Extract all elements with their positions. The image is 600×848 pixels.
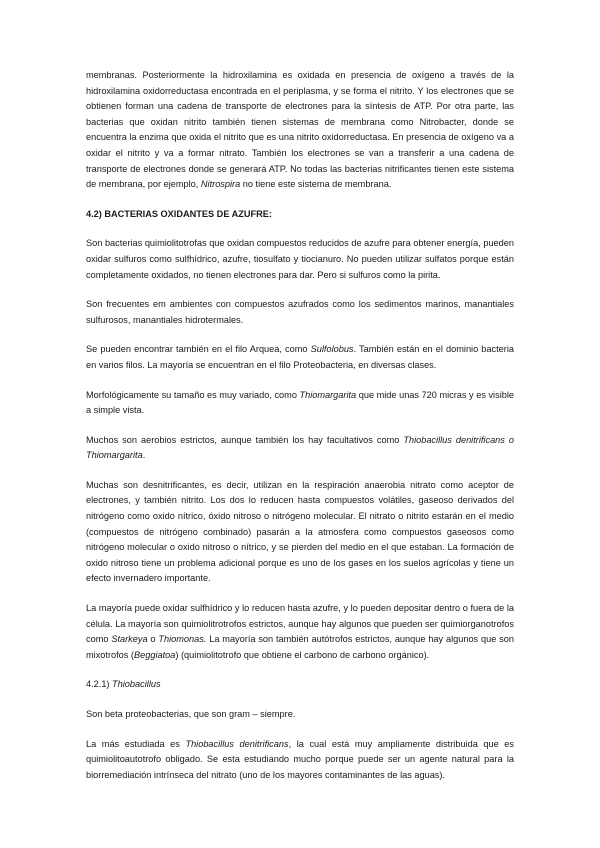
italic-term: Thiomonas.: [158, 634, 207, 645]
paragraph-text: membranas. Posteriormente la hidroxilamina es oxidada en presencia de oxígeno a través de la hidroxilamina oxidorreductasa encontrada en el periplasma, y se forma el nitrito. Y los electrones que se obtienen forman una cadena de transporte de electrones para la síntesis de ATP. Por otra parte, las bacterias que oxidan nitrito también tienen sistemas de membrana como Nitrobacter, donde se encuentra la enzima que oxida el nitrito que es una nitrito oxidorreductasa. En presencia de oxígeno va a oxidar el nitrito y va a formar nitrato. También los electrones se van a transferir a una cadena de transporte de electrones donde se generará ATP. No todas las bacterias nitrificantes tienen este sistema de membrana, por ejemplo,: [86, 70, 514, 190]
italic-term: Sulfolobus: [310, 344, 354, 355]
paragraph-text: no tiene este sistema de membrana.: [240, 179, 392, 190]
paragraph-morfologia: [86, 388, 514, 419]
paragraph-arquea: [86, 342, 514, 373]
paragraph-membranas: [86, 68, 514, 193]
paragraph-text: que mide unas 720 micras y es visible a simple vista.: [86, 389, 514, 416]
subsection-heading-4-2-1: [86, 677, 514, 693]
paragraph-text: Se pueden encontrar también en el filo Arquea, como: [86, 344, 311, 355]
italic-term: Thiobacillus denitrificans o Thiomargarita: [86, 434, 514, 461]
paragraph-text: o: [147, 634, 159, 645]
section-heading-4-2: 4.2) BACTERIAS OXIDANTES DE AZUFRE:: [86, 208, 272, 219]
document-body: [86, 68, 514, 797]
subsection-number: 4.2.1): [86, 679, 113, 690]
paragraph-text: .: [142, 450, 146, 461]
paragraph-desnitrificantes: Muchas son desnitrificantes, es decir, utilizan en la respiración anaerobia nitrato como aceptor de electrones, y también nitrito. Los dos lo reducen hasta compuestos volátiles, gaseoso derivados del nitrógeno como oxido nítrico, óxido nitroso o nitrógeno molecular. El nitrato o nitrito estarán en el medio (compuestos de nitrógeno combinado) pasarán a la atmosfera como compuestos gaseosos como nitrógeno molecular o oxido nitroso o nítrico, y se pierden del medio en el que estaban. La formación de oxido nitroso tiene un problema adicional porque es uno de los gases en los suelos agrícolas y tiene un efecto invernadero importante.: [86, 479, 514, 584]
paragraph-text: , la cual está muy ampliamente distribuida que es quimiolitoautotrofo obligado. Se esta estudiando mucho porque puede ser un agente natural para la biorremediación intrínseca del nitrato (uno de los mayores contaminantes de las aguas).: [86, 738, 514, 780]
italic-term: Thiobacillus denitrificans: [185, 738, 289, 749]
paragraph-text: ) (quimiolitotrofo que obtiene el carbono de carbono orgánico).: [175, 649, 430, 660]
italic-term: Thiobacillus: [112, 679, 161, 690]
paragraph-sulfhidrico: [86, 601, 514, 663]
paragraph-text: Muchos son aerobios estrictos, aunque también los hay facultativos como: [86, 434, 404, 445]
paragraph-text: Morfológicamente su tamaño es muy variado, como: [86, 389, 300, 400]
paragraph-text: . También están en el dominio bacteria en varios filos. La mayoría se encuentran en el filo Proteobacteria, en diversas clases.: [86, 344, 514, 370]
paragraph-text: La más estudiada es: [86, 738, 186, 749]
paragraph-quimiolitotrofas: Son bacterias quimiolitotrofas que oxidan compuestos reducidos de azufre para obtener energía, pueden oxidar sulfuros como sulfhídrico, azufre, tiosulfato y tiocianuro. No pueden utilizar sulfatos porque están completamente oxidados, no tienen electrones para dar. Pero si sulfuros como la pirita.: [86, 238, 514, 280]
paragraph-text: La mayoría puede oxidar sulfhídrico y lo reducen hasta azufre, y lo pueden depositar dentro o fuera de la célula. La mayoría son quimiolitrotrofos estrictos, aunque hay algunos que pueden ser quimiorganotrofos como: [86, 603, 514, 645]
paragraph-thiobacillus-denitrificans: [86, 737, 514, 784]
paragraph-text: La mayoría son también autótrofos estrictos, aunque hay algunos que son mixotrofos (: [86, 634, 514, 660]
italic-term: Thiomargarita: [299, 389, 357, 400]
paragraph-aerobios: [86, 433, 514, 464]
paragraph-ambientes: Son frecuentes em ambientes con compuestos azufrados como los sedimentos marinos, manantiales sulfurosos, manantiales hidrotermales.: [86, 299, 514, 325]
italic-term: Starkeya: [111, 634, 148, 645]
italic-term: Beggiatoa: [134, 649, 176, 660]
italic-term: Nitrospira: [200, 179, 241, 190]
paragraph-beta-proteobacterias: Son beta proteobacterias, que son gram – siempre.: [86, 709, 296, 719]
